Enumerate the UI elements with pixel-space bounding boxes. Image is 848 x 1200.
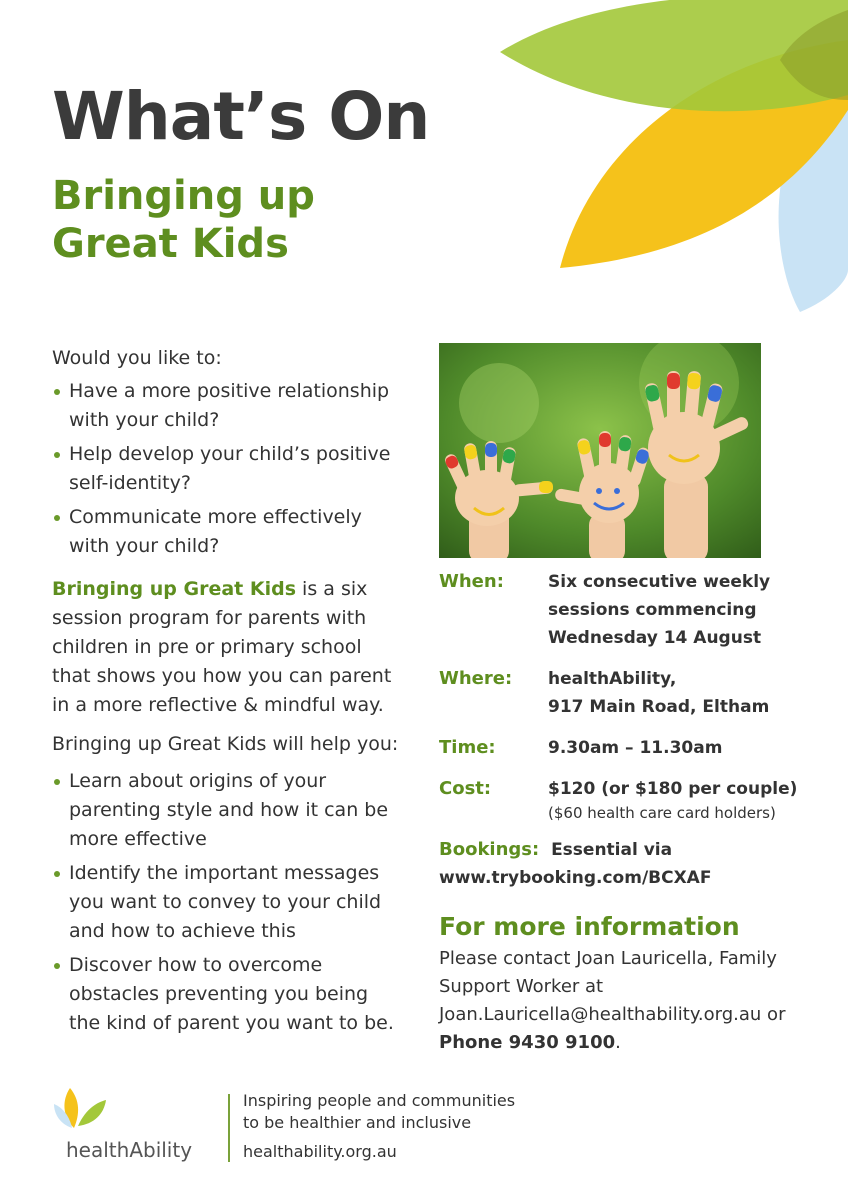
logo-text-part: health xyxy=(66,1138,130,1162)
contact-info xyxy=(439,945,809,1057)
tagline-text: Inspiring people and communities xyxy=(243,1091,516,1110)
description-text: in a more reflective & mindful way. xyxy=(52,694,384,716)
contact-phone[interactable]: Phone 9430 9100 xyxy=(439,1032,616,1053)
when-value: sessions commencing xyxy=(548,600,757,620)
painted-hands-photo-icon xyxy=(439,343,761,558)
list-item xyxy=(52,767,412,854)
when-row xyxy=(439,568,809,652)
list-item-text: Have a more positive relationship xyxy=(69,380,390,402)
list-item-text: Communicate more effectively xyxy=(69,506,362,528)
list-item xyxy=(52,951,412,1038)
bullet-icon xyxy=(54,389,60,395)
footer xyxy=(0,1070,848,1200)
left-column xyxy=(52,344,412,1043)
list-item-text: with your child? xyxy=(69,535,220,557)
event-details xyxy=(439,568,809,1057)
where-row xyxy=(439,665,809,721)
contact-text: Support Worker at xyxy=(439,976,604,997)
list-item-text: Identify the important messages xyxy=(69,862,380,884)
more-info-heading: For more information xyxy=(439,912,740,941)
list-item xyxy=(52,377,412,435)
list-item-text: you want to convey to your child xyxy=(69,891,382,913)
cost-row xyxy=(439,775,809,823)
time-value: 9.30am – 11.30am xyxy=(548,738,723,758)
list-item-text: and how to achieve this xyxy=(69,920,296,942)
contact-text: . xyxy=(615,1032,621,1053)
bullet-icon xyxy=(54,871,60,877)
logo-text-part: Ability xyxy=(129,1138,193,1162)
healthability-logo-icon xyxy=(50,1078,200,1178)
time-row xyxy=(439,734,809,762)
when-value: Wednesday 14 August xyxy=(548,628,762,648)
where-value: healthAbility, xyxy=(548,669,677,689)
bookings-link[interactable]: www.trybooking.com/BCXAF xyxy=(439,868,712,888)
intro-question: Would you like to: xyxy=(52,347,222,369)
where-label: Where: xyxy=(439,668,513,689)
program-description xyxy=(52,575,412,720)
benefits-heading: Bringing up Great Kids will help you: xyxy=(52,733,399,755)
when-label: When: xyxy=(439,571,504,592)
list-item-text: more effective xyxy=(69,828,207,850)
bullet-icon xyxy=(54,452,60,458)
footer-website-link[interactable]: healthability.org.au xyxy=(243,1142,397,1161)
list-item-text: self-identity? xyxy=(69,472,191,494)
contact-text: Please contact Joan Lauricella, Family xyxy=(439,948,777,969)
subtitle-line-2: Great Kids xyxy=(52,221,289,267)
when-value: Six consecutive weekly xyxy=(548,572,771,592)
list-item-text: Help develop your child’s positive xyxy=(69,443,391,465)
program-subtitle xyxy=(52,172,432,268)
intro-list xyxy=(52,377,412,561)
bookings xyxy=(439,836,809,892)
tagline-text: to be healthier and inclusive xyxy=(243,1113,472,1132)
bookings-label: Bookings: xyxy=(439,839,540,860)
description-text: children in pre or primary school xyxy=(52,636,362,658)
benefits-list xyxy=(52,767,412,1038)
list-item-text: Discover how to overcome xyxy=(69,954,323,976)
contact-email[interactable]: Joan.Lauricella@healthability.org.au or xyxy=(439,1004,786,1025)
time-label: Time: xyxy=(439,737,496,758)
bullet-icon xyxy=(54,515,60,521)
subtitle-line-1: Bringing up xyxy=(52,173,315,219)
where-value: 917 Main Road, Eltham xyxy=(548,697,770,717)
cost-value: $120 (or $180 per couple) xyxy=(548,779,798,799)
bullet-icon xyxy=(54,779,60,785)
logo-wordmark xyxy=(66,1138,192,1162)
list-item-text: obstacles preventing you being xyxy=(69,983,369,1005)
bookings-value: Essential via xyxy=(551,840,673,860)
bullet-icon xyxy=(54,963,60,969)
list-item-text: with your child? xyxy=(69,409,220,431)
description-text: is a six xyxy=(296,578,368,600)
list-item-text: parenting style and how it can be xyxy=(69,799,389,821)
list-item xyxy=(52,503,412,561)
list-item xyxy=(52,859,412,946)
cost-label: Cost: xyxy=(439,778,492,799)
decorative-leaves xyxy=(0,0,848,330)
description-text: that shows you how you can parent xyxy=(52,665,392,687)
list-item-text: the kind of parent you want to be. xyxy=(69,1012,394,1034)
cost-note: ($60 health care card holders) xyxy=(548,804,776,822)
list-item-text: Learn about origins of your xyxy=(69,770,327,792)
page-title: What’s On xyxy=(52,78,430,155)
program-name: Bringing up Great Kids xyxy=(52,578,297,600)
description-text: session program for parents with xyxy=(52,607,367,629)
list-item xyxy=(52,440,412,498)
footer-tagline xyxy=(243,1090,515,1134)
footer-divider xyxy=(228,1094,230,1162)
